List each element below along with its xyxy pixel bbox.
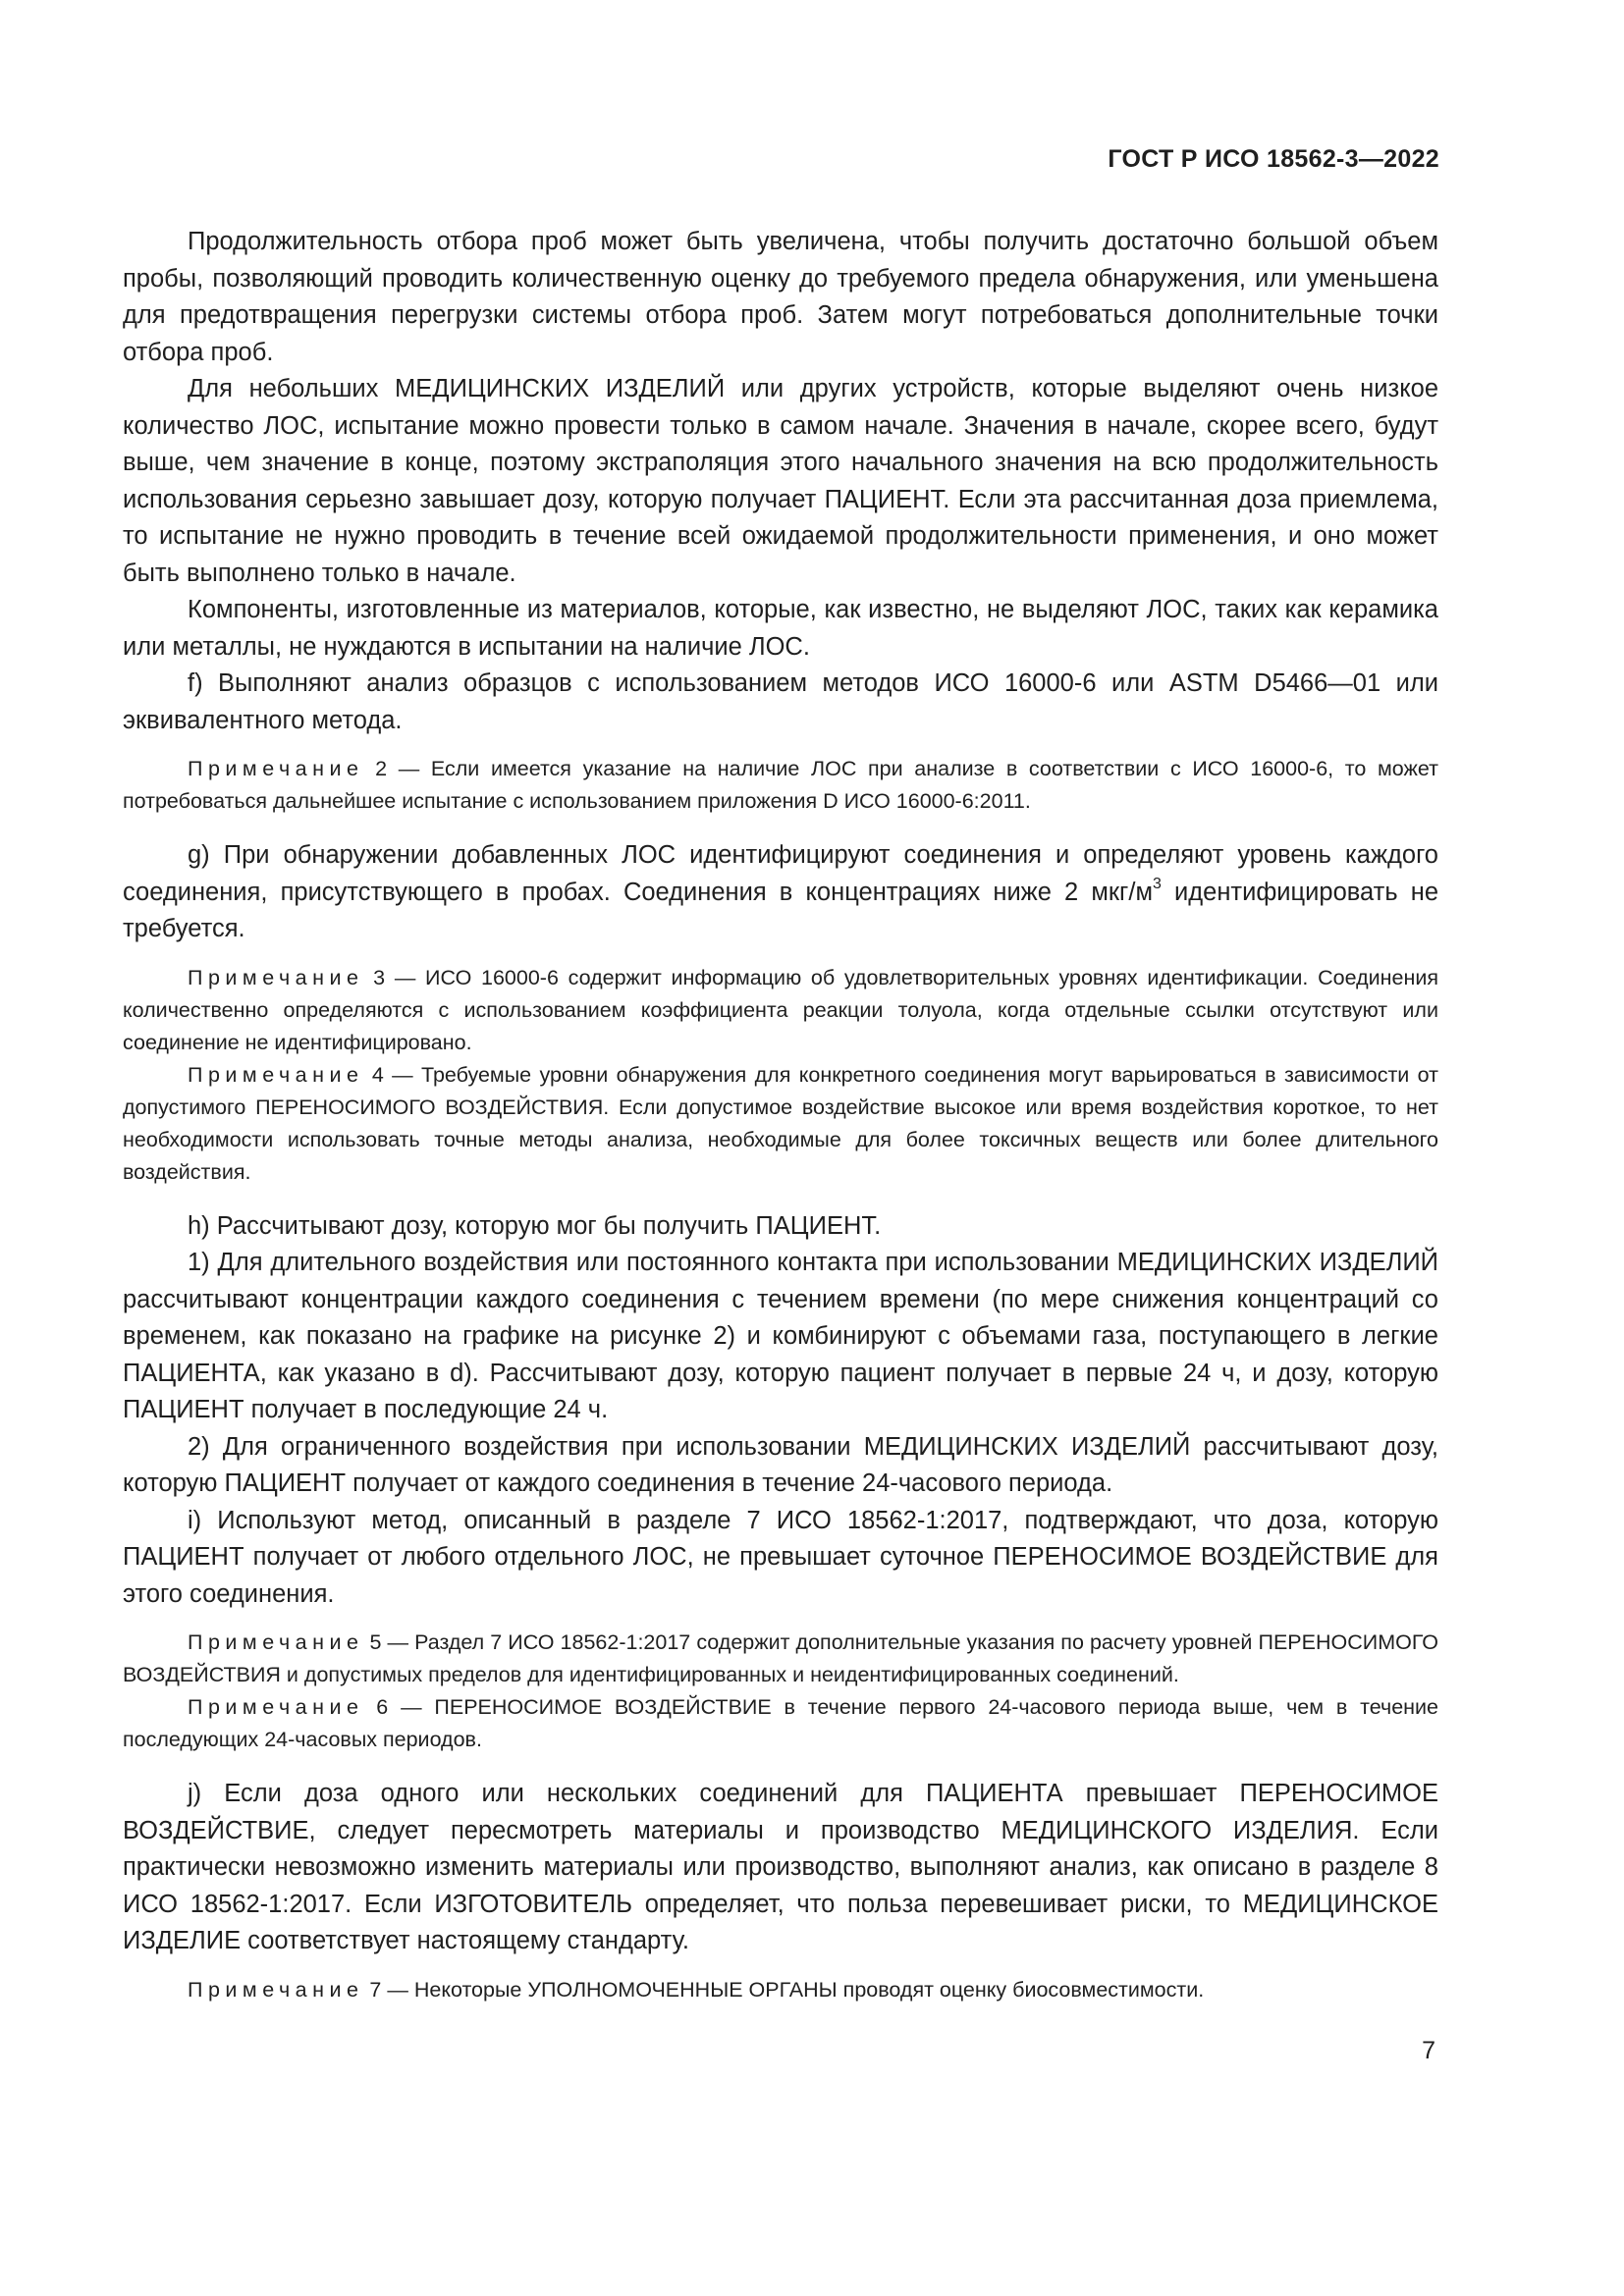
list-item-i: i) Используют метод, описанный в разделе 7 ИСО 18562-1:2017, подтверждают, что доза, которую ПАЦИЕНТ получает от любого отдельного ЛОС, не превышает суточное ПЕРЕНОСИМОЕ ВОЗДЕЙСТВИЕ для этого соединения. (123, 1506, 1438, 1608)
document-code-header: ГОСТ Р ИСО 18562-3—2022 (1108, 145, 1439, 173)
note-7 (123, 1974, 1438, 2006)
note-text: 3 — ИСО 16000-6 содержит информацию об удовлетворительных уровнях идентификации. Соединения количественно определяются с использованием коэффициента реакции толуола, когда отдельные ссылки отсутствуют или соединение не идентифицировано. (123, 965, 1438, 1054)
note-5 (123, 1627, 1438, 1691)
note-3 (123, 962, 1438, 1059)
note-2 (123, 753, 1438, 818)
note-text: 7 — Некоторые УПОЛНОМОЧЕННЫЕ ОРГАНЫ проводят оценку биосовместимости. (363, 1977, 1205, 2002)
note-text: 5 — Раздел 7 ИСО 18562-1:2017 содержит дополнительные указания по расчету уровней ПЕРЕНОСИМОГО ВОЗДЕЙСТВИЯ и допустимых пределов для идентифицированных и неидентифицированных соединений. (123, 1630, 1438, 1686)
note-text: 4 — Требуемые уровни обнаружения для конкретного соединения могут варьироваться в зависимости от допустимого ПЕРЕНОСИМОГО ВОЗДЕЙСТВИЯ. Если допустимое воздействие высокое или время воздействия короткое, то нет необходимости использовать точные методы анализа, необходимые для более токсичных веществ или более длительного воздействия. (123, 1062, 1438, 1184)
body-text (123, 224, 1438, 2006)
page-number: 7 (1422, 2037, 1435, 2064)
list-item-g-text-end: идентифицировать не требуется. (123, 878, 1439, 942)
note-label: Примечание (188, 1695, 364, 1719)
note-label: Примечание (188, 1630, 364, 1654)
note-label: Примечание (188, 757, 364, 780)
note-4 (123, 1059, 1438, 1189)
note-label: Примечание (188, 965, 364, 989)
list-item-f: f) Выполняют анализ образцов с использованием методов ИСО 16000-6 или ASTM D5466—01 или эквивалентного метода. (123, 669, 1438, 734)
note-label: Примечание (188, 1977, 364, 2002)
list-item-h1: 1) Для длительного воздействия или постоянного контакта при использовании МЕДИЦИНСКИХ ИЗДЕЛИЙ рассчитывают концентрации каждого соединения с течением времени (по мере снижения концентраций со временем, как показано на графике на рисунке 2) и комбинируют с объемами газа, поступающего в легкие ПАЦИЕНТА, как указано в d). Рассчитывают дозу, которую пациент получает в первые 24 ч, и дозу, которую ПАЦИЕНТ получает в последующие 24 ч. (123, 1249, 1438, 1423)
paragraph-small-devices: Для небольших МЕДИЦИНСКИХ ИЗДЕЛИЙ или других устройств, которые выделяют очень низкое количество ЛОС, испытание можно провести только в самом начале. Значения в начале, скорее всего, будут выше, чем значение в конце, поэтому экстраполяция этого начального значения на всю продолжительность использования серьезно завышает дозу, которую получает ПАЦИЕНТ. Если эта рассчитанная доза приемлема, то испытание не нужно проводить в течение всей ожидаемой продолжительности применения, и оно может быть выполнено только в начале. (123, 375, 1438, 587)
superscript-cube: 3 (1152, 876, 1162, 892)
list-item-j: j) Если доза одного или нескольких соединений для ПАЦИЕНТА превышает ПЕРЕНОСИМОЕ ВОЗДЕЙСТВИЕ, следует пересмотреть материалы и производство МЕДИЦИНСКОГО ИЗДЕЛИЯ. Если практически невозможно изменить материалы или производство, выполняют анализ, как описано в разделе 8 ИСО 18562-1:2017. Если ИЗГОТОВИТЕЛЬ определяет, что польза перевешивает риски, то МЕДИЦИНСКОЕ ИЗДЕЛИЕ соответствует настоящему стандарту. (123, 1780, 1438, 1954)
note-text: 2 — Если имеется указание на наличие ЛОС при анализе в соответствии с ИСО 16000-6, то может потребоваться дальнейшее испытание с использованием приложения D ИСО 16000-6:2011. (123, 757, 1438, 813)
list-item-h2: 2) Для ограниченного воздействия при использовании МЕДИЦИНСКИХ ИЗДЕЛИЙ рассчитывают дозу, которую ПАЦИЕНТ получает от каждого соединения в течение 24-часового периода. (123, 1432, 1438, 1497)
note-label: Примечание (188, 1062, 364, 1087)
list-item-g-text: g) При обнаружении добавленных ЛОС идентифицируют соединения и определяют уровень каждого соединения, присутствующего в пробах. Соединения в концентрациях ниже 2 мкг/м (123, 841, 1438, 906)
note-text: 6 — ПЕРЕНОСИМОЕ ВОЗДЕЙСТВИЕ в течение первого 24-часового периода выше, чем в течение последующих 24-часовых периодов. (123, 1695, 1438, 1751)
paragraph-sampling-duration: Продолжительность отбора проб может быть увеличена, чтобы получить достаточно большой объем пробы, позволяющий проводить количественную оценку до требуемого предела обнаружения, или уменьшена для предотвращения перегрузки системы отбора проб. Затем могут потребоваться дополнительные точки отбора проб. (123, 228, 1438, 366)
list-item-h: h) Рассчитывают дозу, которую мог бы получить ПАЦИЕНТ. (188, 1211, 882, 1240)
paragraph-components: Компоненты, изготовленные из материалов, которые, как известно, не выделяют ЛОС, таких как керамика или металлы, не нуждаются в испытании на наличие ЛОС. (123, 596, 1438, 661)
note-6 (123, 1691, 1438, 1756)
list-item-g (123, 837, 1438, 948)
